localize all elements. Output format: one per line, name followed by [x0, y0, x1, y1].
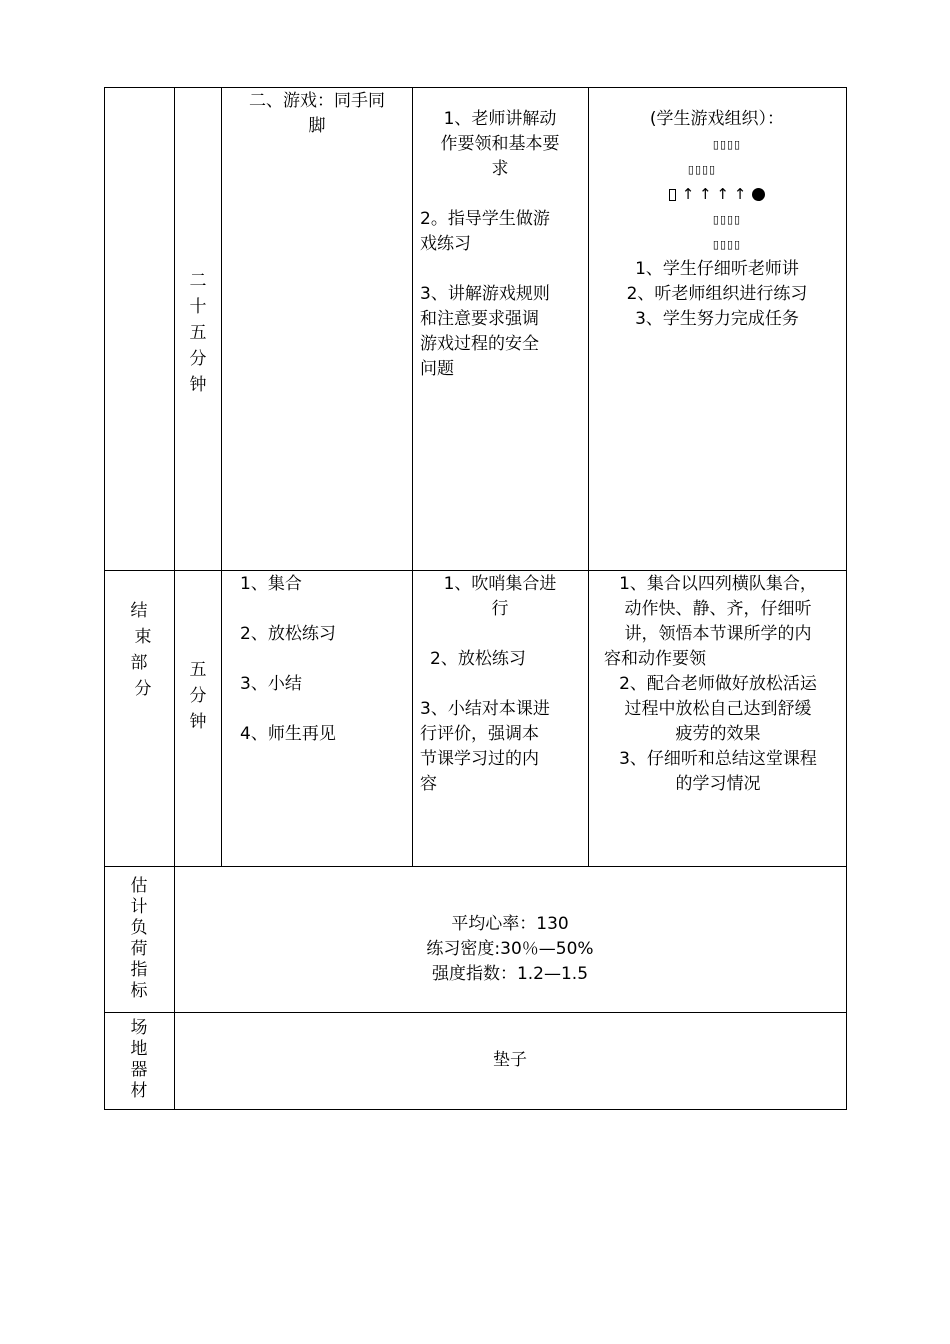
student-line: 容和动作要领 [604, 649, 706, 669]
time-char: 钟 [189, 712, 207, 732]
student-line: 1、集合以四列横队集合， [619, 574, 817, 594]
teacher-line: 作要领和基本要 [440, 134, 560, 154]
student-line: 2、听老师组织进行练习 [626, 284, 808, 304]
arrow-up-icons: ↑ ↑ ↑ ↑ [681, 185, 747, 203]
student-line: 2、配合老师做好放松活运 [619, 674, 817, 694]
teacher-line: 3、讲解游戏规则 [420, 284, 550, 304]
col-divider-2 [221, 87, 222, 867]
teacher-line: 3、小结对本课进 [420, 699, 550, 719]
ball-icon [752, 188, 765, 201]
load-label-char: 标 [130, 981, 148, 1001]
end-teacher-activity [420, 572, 580, 797]
end-content-line: 4、师生再见 [240, 724, 336, 744]
equipment-label-char: 地 [130, 1039, 148, 1059]
intensity-index-value: 强度指数：1.2—1.5 [431, 964, 589, 984]
student-line: 的学习情况 [675, 774, 761, 794]
time-char: 五 [189, 660, 207, 680]
equipment-label-char: 材 [130, 1081, 148, 1101]
formation-row: ▯▯▯▯ [712, 138, 742, 151]
col-divider-1 [174, 87, 175, 1110]
formation-arrow-row [592, 182, 842, 207]
load-label-char: 指 [130, 960, 148, 980]
game-content-line: 二、游戏：同手同 [249, 91, 385, 111]
teacher-line: 1、老师讲解动 [443, 109, 557, 129]
game-time-label [178, 268, 218, 398]
part-char: 束 [134, 627, 152, 647]
student-line: 疲劳的效果 [675, 724, 761, 744]
end-content-line: 2、放松练习 [240, 624, 336, 644]
end-time-label [178, 657, 218, 735]
student-line: 3、仔细听和总结这堂课程 [619, 749, 817, 769]
teacher-line: 和注意要求强调 [420, 309, 539, 329]
exercise-density-value: 练习密度:30％—50% [426, 939, 594, 959]
row-divider-2 [104, 866, 847, 867]
game-content [224, 89, 410, 139]
part-char: 部 [130, 653, 148, 673]
time-char: 二 [189, 271, 207, 291]
teacher-line: 戏练习 [420, 234, 471, 254]
equipment-label-char: 场 [130, 1018, 148, 1038]
formation-row: ▯▯▯▯ [712, 213, 742, 226]
game-student-activity [592, 107, 842, 332]
time-char: 分 [189, 686, 207, 706]
teacher-line: 求 [491, 159, 509, 179]
game-content-line: 脚 [308, 116, 326, 136]
game-teacher-activity [420, 107, 580, 382]
student-line: 3、学生努力完成任务 [635, 309, 799, 329]
col-divider-3 [412, 87, 413, 867]
teacher-line: 游戏过程的安全 [420, 334, 539, 354]
load-label-char: 估 [130, 876, 148, 896]
student-line: 1、学生仔细听老师讲 [635, 259, 799, 279]
teacher-line: 问题 [420, 359, 454, 379]
end-content-line: 3、小结 [240, 674, 302, 694]
row-divider-3 [104, 1012, 847, 1013]
teacher-line: 行 [491, 599, 509, 619]
load-label [106, 876, 172, 1002]
load-label-char: 负 [130, 918, 148, 938]
student-line: 过程中放松自己达到舒缓 [624, 699, 812, 719]
time-char: 分 [189, 349, 207, 369]
formation-row: ▯▯▯▯ [687, 163, 717, 176]
table-border-right [846, 87, 847, 1110]
table-border-left [104, 87, 105, 1110]
row-divider-1 [104, 570, 847, 571]
time-char: 钟 [189, 375, 207, 395]
teacher-line: 2、放松练习 [430, 649, 526, 669]
heart-rate-value: 平均心率：130 [451, 914, 569, 934]
start-marker-icon [669, 189, 676, 201]
teacher-line: 2。指导学生做游 [420, 209, 550, 229]
col-divider-4 [588, 87, 589, 867]
table-border-top [104, 87, 847, 88]
load-label-char: 计 [130, 897, 148, 917]
load-label-char: 荷 [130, 939, 148, 959]
teacher-line: 行评价，强调本 [420, 724, 539, 744]
student-line: 讲，领悟本节课所学的内 [624, 624, 812, 644]
teacher-line: 1、吹哨集合进 [443, 574, 557, 594]
equipment-value [176, 1048, 844, 1073]
end-content-line: 1、集合 [240, 574, 302, 594]
time-char: 五 [189, 323, 207, 343]
equipment-label [106, 1018, 172, 1102]
end-content [240, 572, 408, 747]
load-values [176, 912, 844, 987]
equipment-text: 垫子 [493, 1050, 527, 1070]
equipment-label-char: 器 [130, 1060, 148, 1080]
part-char: 结 [130, 601, 148, 621]
formation-heading: (学生游戏组织）： [649, 109, 785, 129]
table-border-bottom [104, 1109, 847, 1110]
end-student-activity [592, 572, 844, 797]
time-char: 十 [189, 297, 207, 317]
part-char: 分 [134, 679, 152, 699]
teacher-line: 容 [420, 774, 437, 794]
end-part-label [106, 598, 172, 702]
formation-row: ▯▯▯▯ [712, 238, 742, 251]
teacher-line: 节课学习过的内 [420, 749, 539, 769]
student-line: 动作快、静、齐，仔细听 [624, 599, 812, 619]
